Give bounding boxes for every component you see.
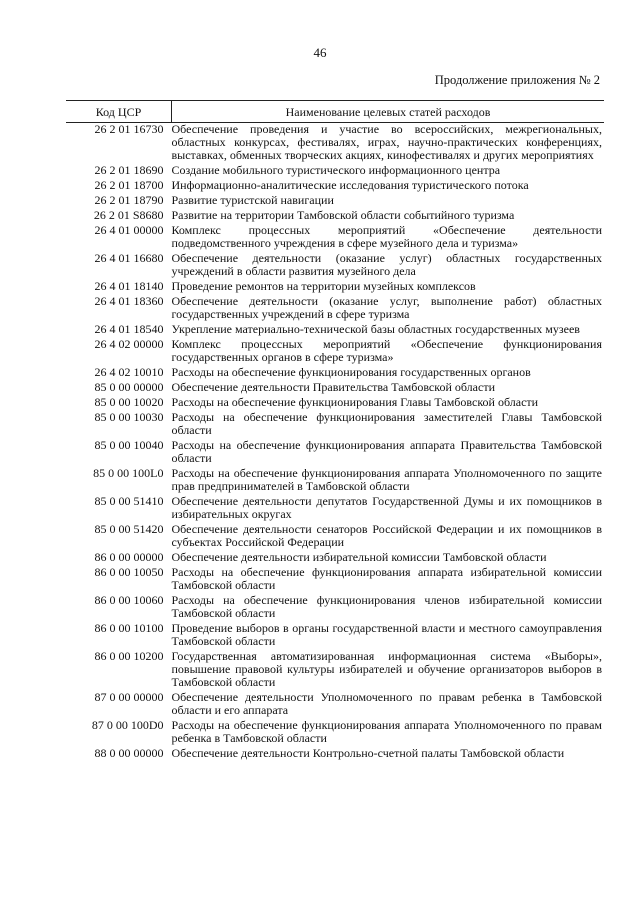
table-row xyxy=(66,179,604,194)
column-header-name: Наименование целевых статей расходов xyxy=(172,101,605,123)
row-code: 85 0 00 10030 xyxy=(94,410,164,424)
table-row xyxy=(66,691,604,719)
row-name: Проведение ремонтов на территории музейных комплексов xyxy=(171,279,476,293)
row-name: Обеспечение деятельности депутатов Государственной Думы и их помощников в избирательных округах xyxy=(171,494,602,521)
row-code: 88 0 00 00000 xyxy=(94,746,164,760)
row-code: 26 2 01 18790 xyxy=(94,193,164,207)
column-header-code: Код ЦСР xyxy=(66,101,172,123)
row-code: 85 0 00 10040 xyxy=(94,438,164,452)
table-row xyxy=(66,566,604,594)
row-name: Обеспечение деятельности Уполномоченного по правам ребенка в Тамбовской области и его аппарата xyxy=(171,690,602,717)
table-row xyxy=(66,396,604,411)
row-name: Проведение выборов в органы государственной власти и местного самоуправления Тамбовской области xyxy=(171,621,602,648)
table-row xyxy=(66,523,604,551)
row-code: 86 0 00 10200 xyxy=(94,649,164,663)
table-row xyxy=(66,495,604,523)
row-code: 86 0 00 00000 xyxy=(94,550,164,564)
row-code: 85 0 00 10020 xyxy=(94,395,164,409)
row-code: 85 0 00 100L0 xyxy=(93,466,164,480)
row-name: Обеспечение деятельности Контрольно-счетной палаты Тамбовской области xyxy=(171,746,565,760)
row-code: 85 0 00 51420 xyxy=(94,522,164,536)
appendix-continuation-note: Продолжение приложения № 2 xyxy=(434,73,600,87)
table-row xyxy=(66,439,604,467)
row-code: 26 4 02 00000 xyxy=(94,337,164,351)
table-header-row xyxy=(66,101,604,123)
table-row xyxy=(66,366,604,381)
row-name: Комплекс процессных мероприятий «Обеспечение деятельности подведомственного учреждения в сфере музейного дела и туризма» xyxy=(171,223,602,250)
table-row xyxy=(66,594,604,622)
row-code: 87 0 00 100D0 xyxy=(91,718,164,732)
row-name: Обеспечение деятельности сенаторов Российской Федерации и их помощников в субъектах Российской Федерации xyxy=(171,522,602,549)
row-code: 26 4 01 18360 xyxy=(94,294,164,308)
table-row xyxy=(66,747,604,762)
row-name: Расходы на обеспечение функционирования аппарата Уполномоченного по защите прав предпринимателей в Тамбовской области xyxy=(171,466,602,493)
table-row xyxy=(66,252,604,280)
table-row xyxy=(66,323,604,338)
row-code: 26 2 01 S8680 xyxy=(93,208,164,222)
table-row xyxy=(66,295,604,323)
table-row xyxy=(66,164,604,179)
table-row xyxy=(66,381,604,396)
table-row xyxy=(66,551,604,566)
row-code: 85 0 00 51410 xyxy=(94,494,164,508)
row-name: Развитие туристской навигации xyxy=(171,193,334,207)
row-name: Расходы на обеспечение функционирования членов избирательной комиссии Тамбовской области xyxy=(171,593,602,620)
row-name: Расходы на обеспечение функционирования аппарата Уполномоченного по правам ребенка в Тамбовской области xyxy=(171,718,602,745)
row-name: Расходы на обеспечение функционирования заместителей Главы Тамбовской области xyxy=(171,410,602,437)
row-code: 26 4 01 18540 xyxy=(94,322,164,336)
table-row xyxy=(66,411,604,439)
row-name: Укрепление материально-технической базы областных государственных музеев xyxy=(171,322,580,336)
row-name: Расходы на обеспечение функционирования аппарата избирательной комиссии Тамбовской области xyxy=(171,565,602,592)
row-name: Обеспечение деятельности (оказание услуг) областных государственных учреждений в области развития музейного дела xyxy=(171,251,602,278)
row-code: 26 2 01 16730 xyxy=(94,122,164,136)
row-name: Расходы на обеспечение функционирования государственных органов xyxy=(171,365,531,379)
row-code: 86 0 00 10100 xyxy=(94,621,164,635)
row-code: 85 0 00 00000 xyxy=(94,380,164,394)
row-name: Комплекс процессных мероприятий «Обеспечение функционирования государственных органов в сфере туризма» xyxy=(171,337,602,364)
row-code: 26 4 01 00000 xyxy=(94,223,164,237)
table-row xyxy=(66,209,604,224)
row-name: Информационно-аналитические исследования туристического потока xyxy=(171,178,529,192)
row-name: Расходы на обеспечение функционирования аппарата Правительства Тамбовской области xyxy=(171,438,602,465)
table-row xyxy=(66,280,604,295)
budget-target-items-table xyxy=(66,100,604,762)
table-row xyxy=(66,123,604,165)
row-name: Обеспечение деятельности (оказание услуг, выполнение работ) областных государственных учреждений в сфере туризма xyxy=(171,294,602,321)
table-row xyxy=(66,194,604,209)
table-row xyxy=(66,224,604,252)
row-code: 87 0 00 00000 xyxy=(94,690,164,704)
table-row xyxy=(66,467,604,495)
row-name: Расходы на обеспечение функционирования Главы Тамбовской области xyxy=(171,395,539,409)
row-name: Создание мобильного туристического информационного центра xyxy=(171,163,501,177)
table-row xyxy=(66,622,604,650)
row-name: Обеспечение деятельности Правительства Тамбовской области xyxy=(171,380,495,394)
table-row xyxy=(66,338,604,366)
row-code: 86 0 00 10050 xyxy=(94,565,164,579)
row-code: 86 0 00 10060 xyxy=(94,593,164,607)
table-row xyxy=(66,719,604,747)
row-name: Обеспечение проведения и участие во всероссийских, межрегиональных, областных конкурсах, фестивалях, играх, научно-практических конференциях, выставках, обменных творческих акциях, кинофестивалях и других мероприятиях xyxy=(171,122,602,162)
row-code: 26 4 01 16680 xyxy=(94,251,164,265)
table-row xyxy=(66,650,604,691)
row-name: Государственная автоматизированная информационная система «Выборы», повышение правовой культуры избирателей и обучение организаторов выборов в Тамбовской области xyxy=(171,649,602,689)
row-code: 26 4 01 18140 xyxy=(94,279,164,293)
row-code: 26 2 01 18700 xyxy=(94,178,164,192)
page-number: 46 xyxy=(313,45,327,60)
row-code: 26 2 01 18690 xyxy=(94,163,164,177)
row-code: 26 4 02 10010 xyxy=(94,365,164,379)
row-name: Развитие на территории Тамбовской области событийного туризма xyxy=(171,208,515,222)
row-name: Обеспечение деятельности избирательной комиссии Тамбовской области xyxy=(171,550,547,564)
